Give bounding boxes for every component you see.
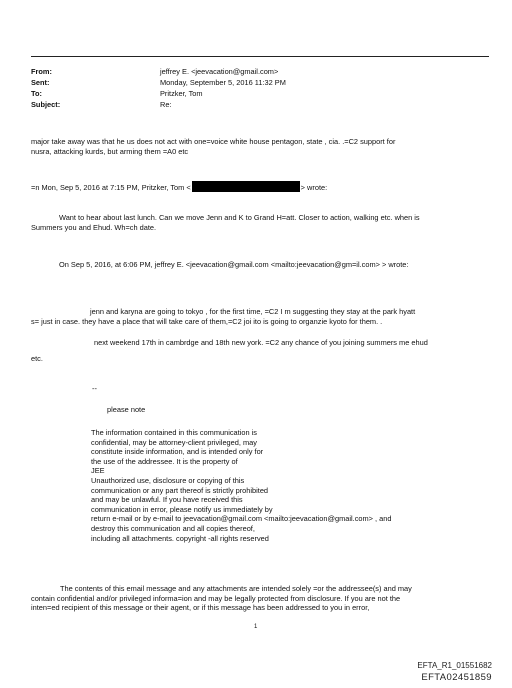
paragraph-4: [31, 338, 428, 363]
disclaimer-line: communication or any part thereof is strictly prohibited: [91, 485, 269, 495]
subject-label: Subject:: [31, 100, 61, 109]
disclaimer-line: Unauthorized use, disclosure or copying of this: [91, 475, 245, 485]
header-divider: [31, 56, 489, 57]
closing-line: inten=ed recipient of this message or their agent, or if this message has been addressed to you in error,: [31, 603, 370, 613]
closing-line: The contents of this email message and any attachments are intended solely =or the addressee(s) and may: [60, 584, 412, 593]
footer-document-id: EFTA_R1_01551682: [417, 661, 492, 670]
disclaimer-line: confidential, may be attorney-client privileged, may: [91, 437, 257, 447]
subject-value: Re:: [160, 100, 172, 109]
disclaimer-line: return e-mail or by e-mail to jeevacation@gmail.com <mailto:jeevacation@gmail.com> , and: [91, 514, 392, 524]
quote-header-2: On Sep 5, 2016, at 6:06 PM, jeffrey E. <jeevacation@gmail.com <mailto:jeevacation@gm=il.com> > wrote:: [59, 260, 409, 269]
redaction-bar: [192, 181, 300, 192]
paragraph-1: [31, 137, 395, 156]
paragraph-2: [31, 213, 420, 232]
text-line: Summers you and Ehud. Wh=ch date.: [31, 222, 157, 232]
disclaimer-line: The information contained in this communication is: [91, 428, 257, 437]
disclaimer-line: including all attachments. copyright -all rights reserved: [91, 533, 269, 543]
text-line: next weekend 17th in cambrdge and 18th new york. =C2 any chance of you joining summers me ehud: [94, 338, 428, 347]
quote-header-text: > wrote:: [300, 183, 328, 192]
quote-header-1: [31, 181, 327, 192]
from-label: From:: [31, 67, 52, 76]
disclaimer-line: and may be unlawful. If you have received this: [91, 495, 243, 505]
text-line: jenn and karyna are going to tokyo , for the first time, =C2 I m suggesting they stay at the park hyatt: [90, 307, 416, 316]
text-line: nusra, attacking kurds, but arming them =A0 etc: [31, 146, 189, 156]
disclaimer-line: communication in error, please notify us immediately by: [91, 504, 273, 514]
disclaimer-line: constitute inside information, and is intended only for: [91, 447, 264, 457]
to-label: To:: [31, 89, 42, 98]
disclaimer-line: the use of the addressee. It is the property of: [91, 456, 238, 466]
text-line: Want to hear about last lunch. Can we move Jenn and K to Grand H=att. Closer to action, walking etc. when is: [59, 213, 420, 222]
to-value: Pritzker, Tom: [160, 89, 203, 98]
sent-value: Monday, September 5, 2016 11:32 PM: [160, 78, 286, 87]
signature-dashes: --: [92, 384, 97, 393]
text-line: major take away was that he us does not act with one=voice white house pentagon, state , cia. .=C2 support for: [31, 137, 396, 146]
footer-bates-number: EFTA02451859: [421, 672, 492, 683]
quote-header-text: =n Mon, Sep 5, 2016 at 7:15 PM, Pritzker, Tom <: [31, 183, 191, 192]
closing-line: contain confidential and/or privileged informa=ion and may be legally protected from disclosure. If you are not the: [31, 593, 401, 603]
sent-label: Sent:: [31, 78, 50, 87]
disclaimer-line: destroy this communication and all copies thereof,: [91, 523, 255, 533]
text-line: etc.: [31, 353, 43, 363]
from-value: jeffrey E. <jeevacation@gmail.com>: [160, 67, 279, 76]
confidentiality-disclaimer: [91, 428, 392, 543]
page-number: 1: [254, 624, 258, 630]
paragraph-3: [31, 307, 416, 326]
text-line: s= just in case. they have a place that will take care of them,=C2 joi ito is going to organzie kyoto for them. .: [31, 316, 383, 326]
disclaimer-line: JEE: [91, 466, 105, 476]
please-note: please note: [107, 405, 146, 414]
closing-notice: [31, 584, 412, 613]
